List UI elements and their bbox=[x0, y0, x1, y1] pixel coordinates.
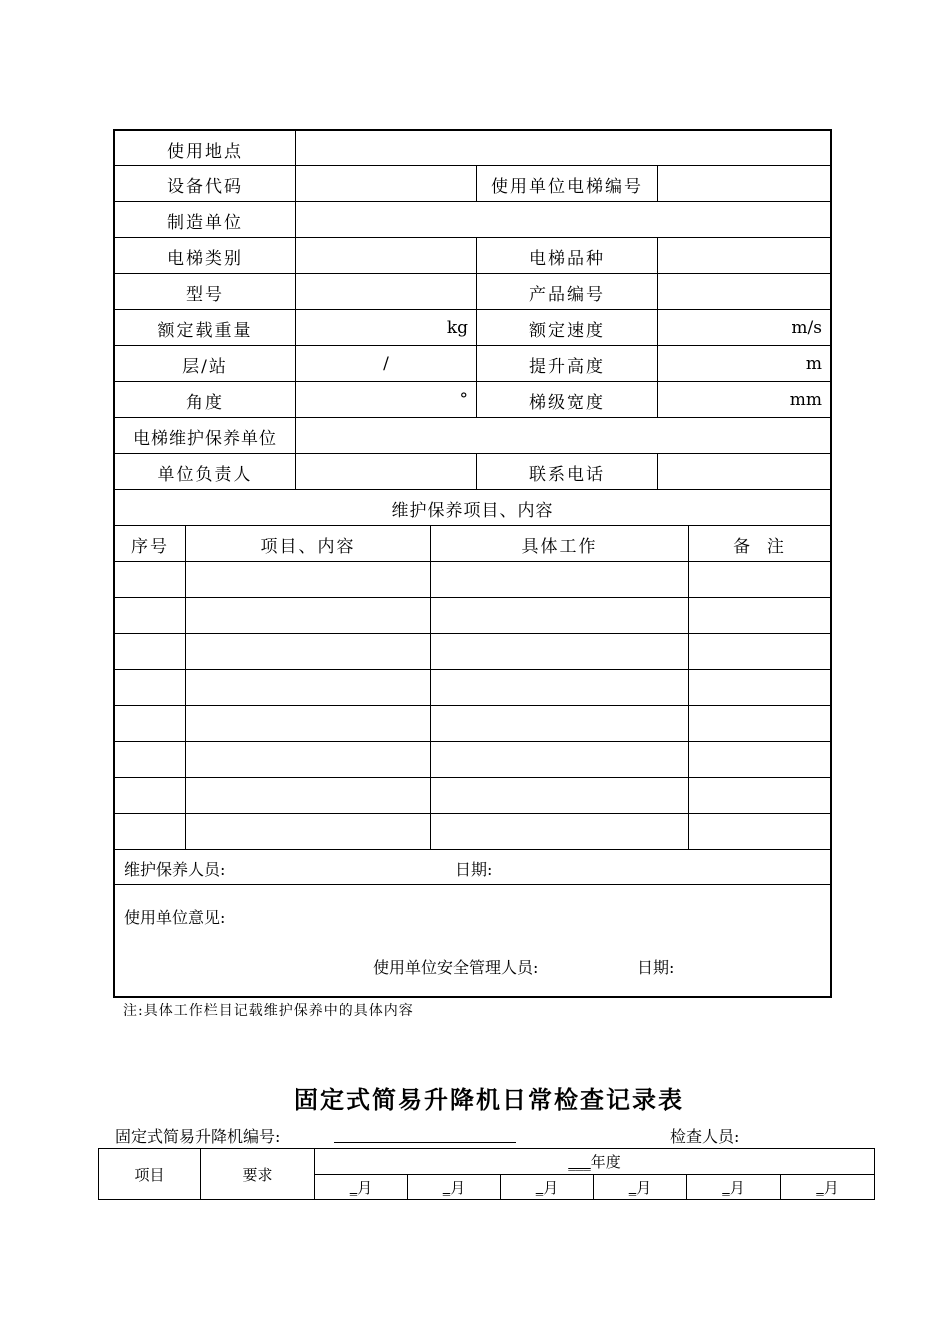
maintainer-label: 维护保养人员: bbox=[124, 859, 226, 879]
elevator-no-label: 使用单位电梯编号 bbox=[491, 176, 643, 197]
equipment-code-value[interactable] bbox=[296, 166, 476, 202]
maintenance-unit-value[interactable] bbox=[296, 418, 830, 454]
column-header-item: 项目 bbox=[134, 1165, 165, 1184]
month-header bbox=[594, 1175, 686, 1199]
location-label: 使用地点 bbox=[167, 141, 243, 162]
manufacturer-value[interactable] bbox=[296, 202, 830, 238]
month-blank[interactable]: _ bbox=[349, 1178, 358, 1196]
column-header-seq: 序号 bbox=[131, 536, 169, 557]
year-header bbox=[315, 1149, 874, 1174]
form-note: 注:具体工作栏目记载维护保养中的具体内容 bbox=[123, 1003, 414, 1019]
month-label: 月 bbox=[823, 1178, 839, 1197]
rated-load-unit[interactable]: kg bbox=[446, 318, 468, 338]
manufacturer-label: 制造单位 bbox=[167, 212, 243, 233]
month-label: 月 bbox=[636, 1178, 652, 1197]
month-header bbox=[501, 1175, 593, 1199]
angle-unit[interactable]: ° bbox=[459, 390, 468, 410]
month-header bbox=[408, 1175, 500, 1199]
equipment-code-label: 设备代码 bbox=[167, 176, 243, 197]
product-no-label: 产品编号 bbox=[529, 284, 605, 305]
number-blank[interactable] bbox=[334, 1142, 516, 1143]
section-title: 维护保养项目、内容 bbox=[391, 500, 554, 521]
month-label: 月 bbox=[543, 1178, 559, 1197]
floors-label: 层/站 bbox=[182, 356, 228, 377]
lift-height-unit[interactable]: m bbox=[805, 354, 822, 374]
month-label: 月 bbox=[729, 1178, 745, 1197]
year-blank[interactable]: ___ bbox=[568, 1152, 591, 1171]
inspector-label: 检查人员: bbox=[670, 1127, 740, 1146]
year-label: 年度 bbox=[590, 1153, 621, 1171]
product-no-value[interactable] bbox=[658, 274, 830, 310]
rated-load-label: 额定载重量 bbox=[157, 320, 253, 341]
table-row[interactable] bbox=[115, 634, 830, 670]
month-header bbox=[687, 1175, 780, 1199]
table-row[interactable] bbox=[115, 742, 830, 778]
step-width-label: 梯级宽度 bbox=[529, 392, 605, 413]
page-title: 固定式简易升降机日常检查记录表 bbox=[294, 1085, 684, 1114]
angle-label: 角度 bbox=[186, 392, 224, 413]
rated-speed-unit[interactable]: m/s bbox=[791, 318, 822, 338]
maintainer-date-label: 日期: bbox=[455, 859, 493, 879]
month-header bbox=[315, 1175, 407, 1199]
lift-height-label: 提升高度 bbox=[529, 356, 605, 377]
month-blank[interactable]: _ bbox=[535, 1178, 544, 1196]
maintenance-record-form bbox=[113, 129, 832, 998]
month-blank[interactable]: _ bbox=[816, 1178, 824, 1196]
opinion-label: 使用单位意见: bbox=[124, 907, 226, 927]
safety-date-label: 日期: bbox=[637, 957, 675, 977]
rated-speed-label: 额定速度 bbox=[529, 320, 605, 341]
elevator-no-value[interactable] bbox=[658, 166, 830, 202]
month-header bbox=[781, 1175, 874, 1199]
number-label: 固定式简易升降机编号: bbox=[115, 1127, 281, 1146]
month-label: 月 bbox=[450, 1178, 466, 1197]
elevator-variety-value[interactable] bbox=[658, 238, 830, 274]
column-header-item: 项目、内容 bbox=[260, 536, 356, 557]
floors-separator[interactable]: / bbox=[383, 354, 389, 374]
elevator-category-label: 电梯类别 bbox=[167, 248, 243, 269]
column-header-remarks: 备 注 bbox=[733, 536, 786, 557]
location-value[interactable] bbox=[296, 131, 830, 167]
month-blank[interactable]: _ bbox=[722, 1178, 730, 1196]
safety-manager-label: 使用单位安全管理人员: bbox=[373, 957, 539, 977]
table-row[interactable] bbox=[115, 706, 830, 742]
table-row[interactable] bbox=[115, 778, 830, 814]
phone-label: 联系电话 bbox=[529, 464, 605, 485]
column-header-requirement: 要求 bbox=[242, 1165, 273, 1184]
table-row[interactable] bbox=[115, 814, 830, 850]
maintenance-unit-label: 电梯维护保养单位 bbox=[133, 428, 277, 449]
month-blank[interactable]: _ bbox=[442, 1178, 451, 1196]
step-width-unit[interactable]: mm bbox=[789, 390, 822, 410]
elevator-variety-label: 电梯品种 bbox=[529, 248, 605, 269]
phone-value[interactable] bbox=[658, 454, 830, 490]
unit-head-label: 单位负责人 bbox=[157, 464, 253, 485]
table-row[interactable] bbox=[115, 562, 830, 598]
table-row[interactable] bbox=[115, 670, 830, 706]
model-label: 型号 bbox=[186, 284, 224, 305]
column-header-work: 具体工作 bbox=[521, 536, 598, 557]
month-label: 月 bbox=[357, 1178, 373, 1197]
model-value[interactable] bbox=[296, 274, 476, 310]
month-blank[interactable]: _ bbox=[628, 1178, 637, 1196]
table-row[interactable] bbox=[115, 598, 830, 634]
daily-inspection-table bbox=[98, 1148, 875, 1200]
elevator-category-value[interactable] bbox=[296, 238, 476, 274]
unit-head-value[interactable] bbox=[296, 454, 476, 490]
